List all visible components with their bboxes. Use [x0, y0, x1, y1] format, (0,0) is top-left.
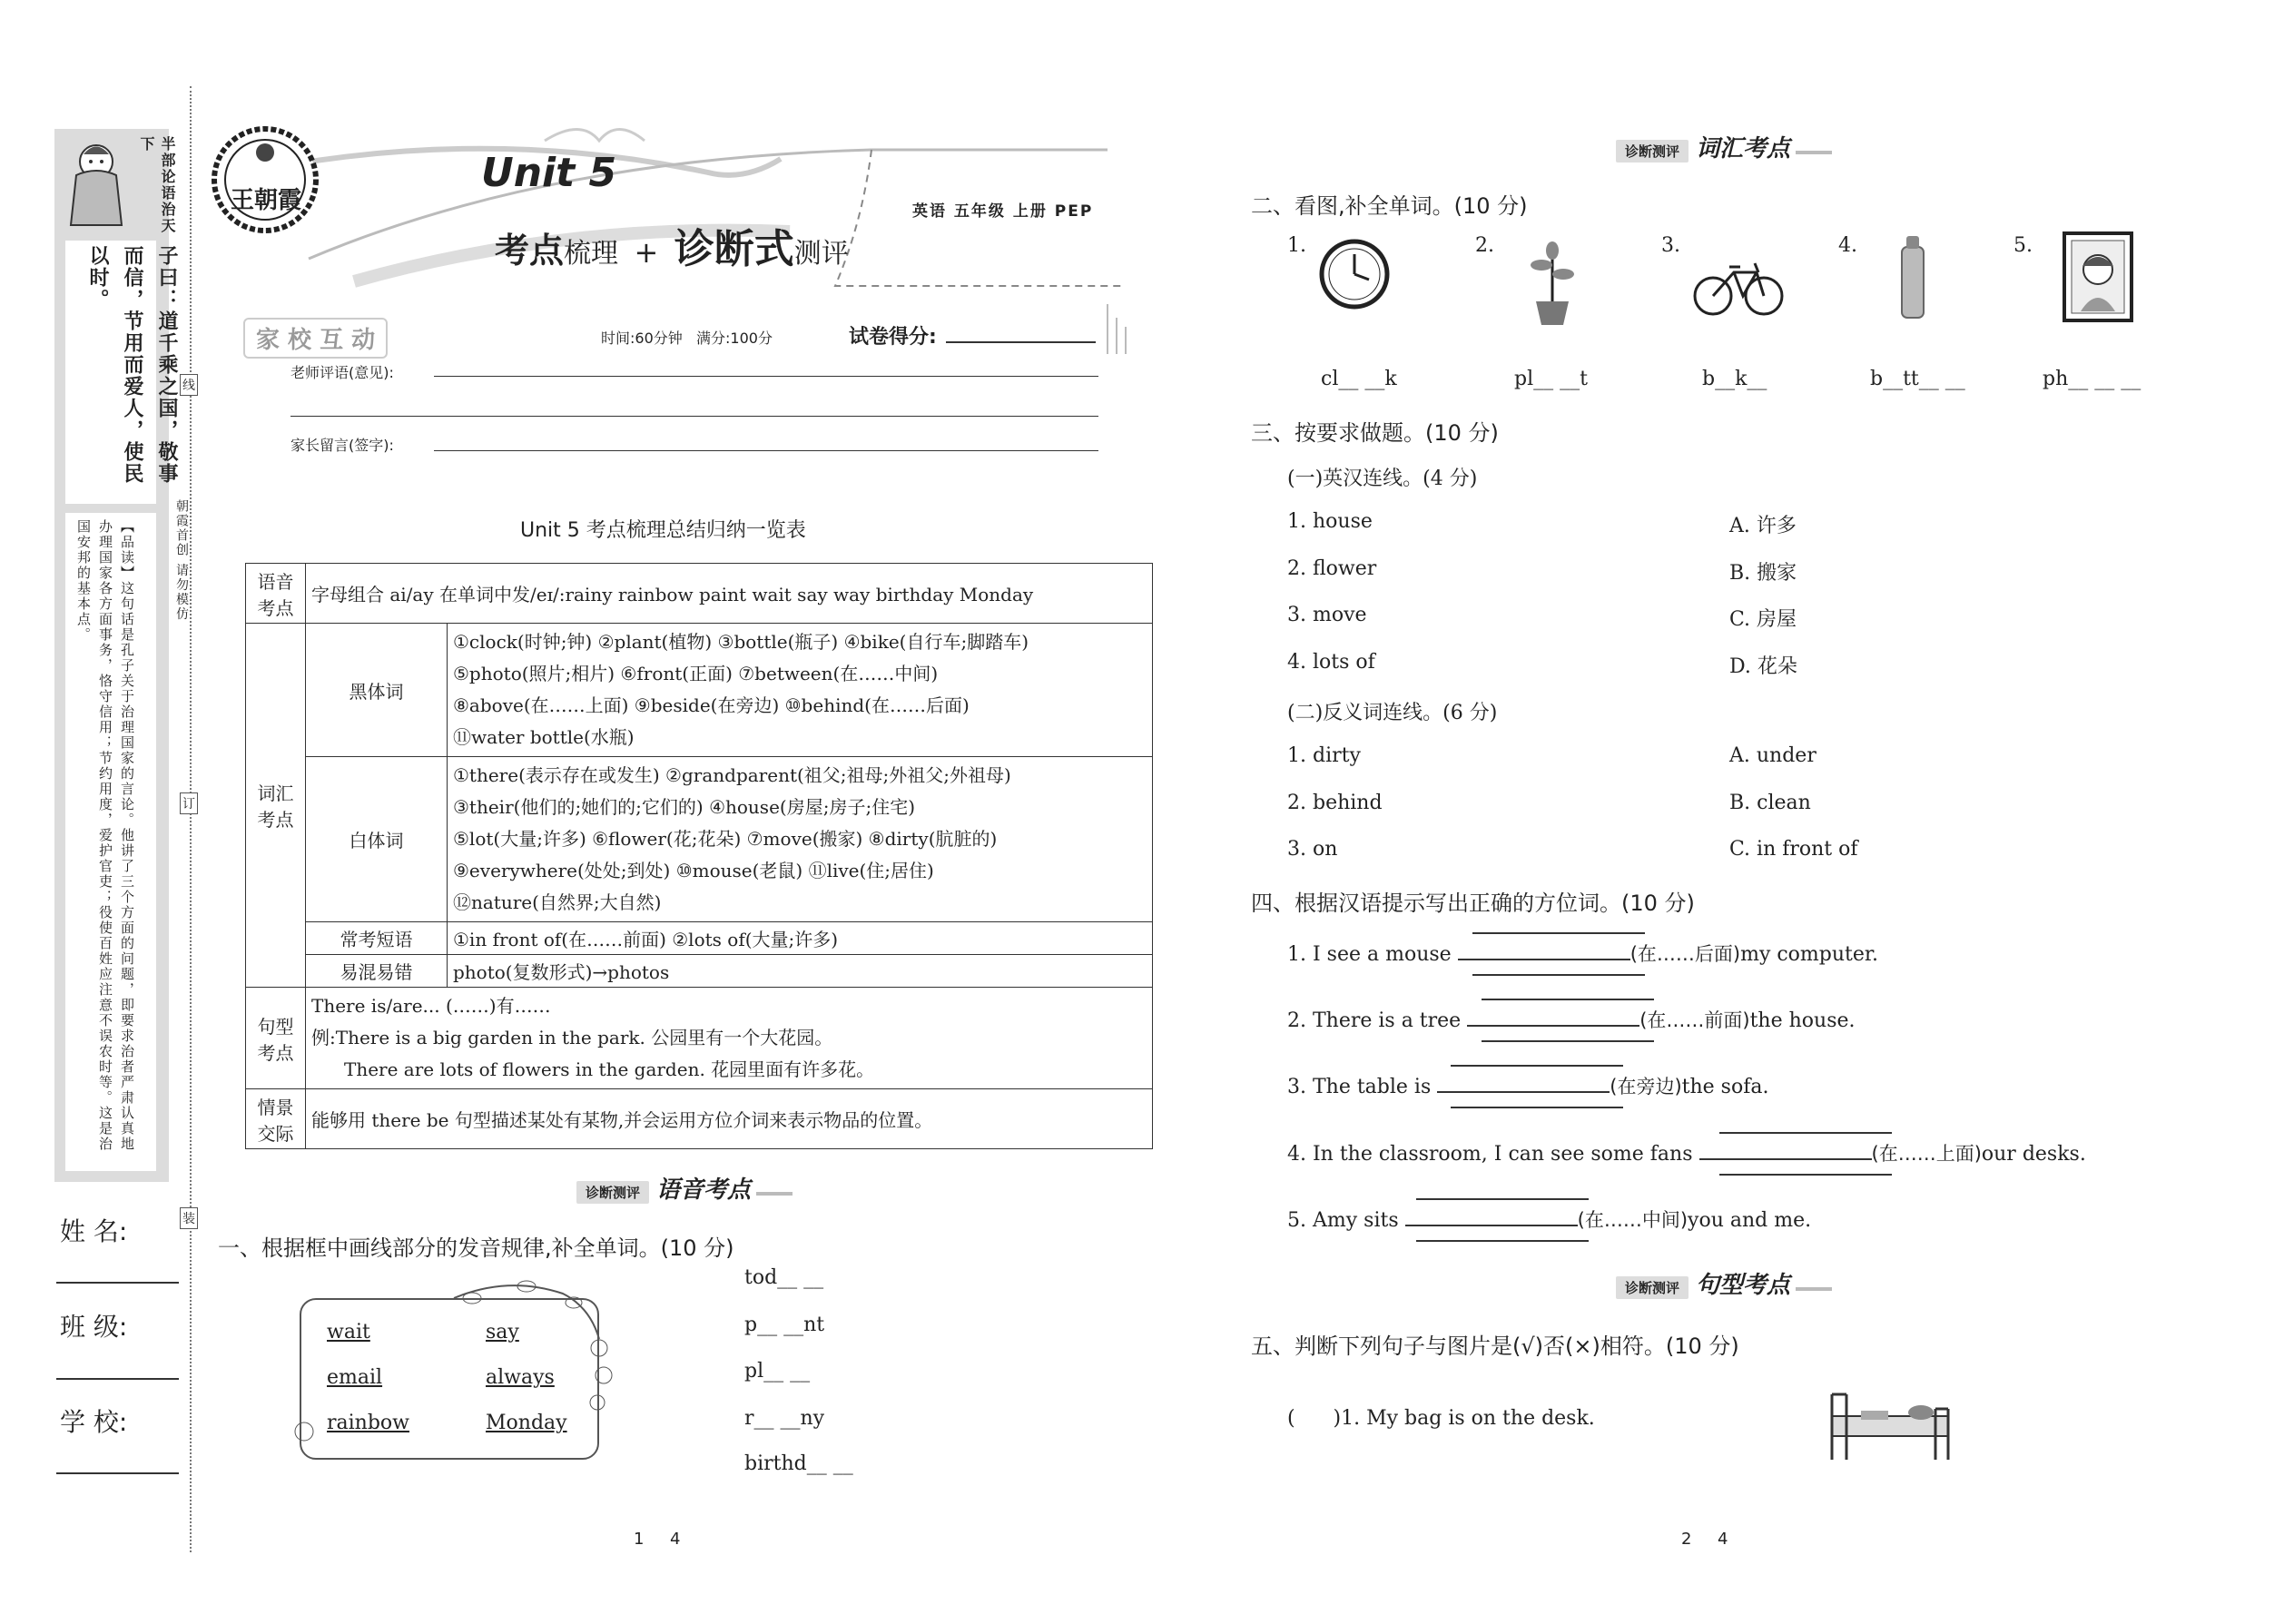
q2-word-1[interactable]: cl__ __k — [1321, 368, 1397, 390]
q2-num-2: 2. — [1475, 234, 1494, 257]
q2-word-3[interactable]: b__k__ — [1702, 368, 1767, 390]
cut-label-3: 装 — [180, 1207, 198, 1229]
q3-part1-title: (一)英汉连线。(4 分) — [1287, 468, 1478, 490]
confucius-figure — [58, 134, 140, 234]
q3-p2-left-2[interactable]: 2. behind — [1287, 792, 1383, 814]
q3-part2-title: (二)反义词连线。(6 分) — [1287, 702, 1498, 724]
scene-head: 情景交际 — [246, 1089, 306, 1149]
q4-item-3: 3. The table is (在旁边)the sofa. — [1287, 1076, 1769, 1098]
q3-p2-left-1[interactable]: 1. dirty — [1287, 744, 1361, 767]
score-label: 试卷得分: — [849, 326, 937, 349]
q3-title: 三、按要求做题。(10 分) — [1251, 420, 1499, 446]
q1-box-word-4: always — [486, 1366, 555, 1389]
q5-item-1[interactable]: ( )1. My bag is on the desk. — [1287, 1407, 1595, 1430]
sentence-head: 句型考点 — [246, 988, 306, 1089]
q2-word-5[interactable]: ph__ __ __ — [2043, 368, 2141, 390]
q1-box-word-3: email — [327, 1366, 383, 1389]
summary-title: Unit 5 考点梳理总结归纳一览表 — [520, 519, 806, 542]
logo-text: 王朝霞 — [231, 187, 302, 214]
q3-p2-right-3[interactable]: C. in front of — [1729, 838, 1858, 861]
header-meta: 英语 五年级 上册 PEP — [912, 202, 1094, 221]
cut-label-2: 订 — [180, 792, 198, 814]
q3-right-1[interactable]: A. 许多 — [1729, 515, 1797, 537]
page-number-right: 2 4 — [1681, 1530, 1728, 1549]
phrases: ①in front of(在……前面) ②lots of(大量;许多) — [448, 922, 1153, 955]
name-field[interactable] — [56, 1282, 179, 1284]
q1-item-2[interactable]: p__ __nt — [744, 1314, 825, 1336]
q1-box-word-6: Monday — [486, 1412, 567, 1434]
confuse-content: photo(复数形式)→photos — [448, 955, 1153, 988]
bold-words-head: 黑体词 — [306, 624, 448, 757]
q4-item-4: 4. In the classroom, I can see some fans (在……上面)our desks. — [1287, 1143, 2086, 1166]
q1-box-word-1: wait — [327, 1321, 370, 1343]
parent-message-label: 家长留言(签字): — [290, 437, 394, 454]
q4-title: 四、根据汉语提示写出正确的方位词。(10 分) — [1251, 891, 1695, 916]
parent-message-field[interactable] — [434, 450, 1098, 451]
q5-title: 五、判断下列句子与图片是(√)否(×)相符。(10 分) — [1251, 1334, 1739, 1359]
q4-blank-1[interactable] — [1458, 959, 1630, 960]
photo-icon — [2063, 231, 2133, 322]
q2-num-3: 3. — [1661, 234, 1680, 257]
q3-left-1[interactable]: 1. house — [1287, 510, 1373, 533]
phonics-content: 字母组合 ai/ay 在单词中发/eɪ/:rainy rainbow paint wait say way birthday Monday — [306, 564, 1153, 624]
school-label: 学 校: — [60, 1407, 128, 1437]
white-words: ①there(表示存在或发生) ②grandparent(祖父;祖母;外祖父;外祖母) ③their(他们的;她们的;它们的) ④house(房屋;房子;住宅) ⑤lot(大量;许多) ⑥flower(花;花朵) ⑦move(搬家) ⑧dirty(肮脏的) ⑨everywhere(处处;到处) ⑩mouse(老鼠) ⑪live(住;居住) ⑫nature(自然界;大自然) — [448, 757, 1153, 922]
q3-left-2[interactable]: 2. flower — [1287, 557, 1377, 580]
sentence-content: There is/are... (……)有…… 例:There is a big garden in the park. 公园里有一个大花园。 There are lots of flowers in the garden. 花园里面有许多花。 — [306, 988, 1153, 1089]
bold-words: ①clock(时钟;钟) ②plant(植物) ③bottle(瓶子) ④bike(自行车;脚踏车) ⑤photo(照片;相片) ⑥front(正面) ⑦between(在……中间) ⑧above(在……上面) ⑨beside(在旁边) ⑩behind(在……后面) ⑪water bottle(水瓶) — [448, 624, 1153, 757]
plant-icon — [1525, 238, 1580, 329]
q3-p2-left-3[interactable]: 3. on — [1287, 838, 1338, 861]
q2-title: 二、看图,补全单词。(10 分) — [1251, 193, 1528, 219]
bottle-icon — [1899, 234, 1926, 320]
confuse-head: 易混易错 — [306, 955, 448, 988]
cut-line — [190, 86, 192, 1552]
clock-icon — [1318, 238, 1391, 310]
exam-time: 时间:60分钟 满分:100分 — [601, 330, 773, 347]
unit-title: Unit 5 — [481, 150, 617, 196]
phonics-head: 语音考点 — [246, 564, 306, 624]
q1-title: 一、根据框中画线部分的发音规律,补全单词。(10 分) — [218, 1235, 734, 1261]
q4-item-5: 5. Amy sits (在……中间)you and me. — [1287, 1209, 1812, 1232]
q3-right-3[interactable]: C. 房屋 — [1729, 608, 1797, 631]
header-subtitle: 考点梳理 + 诊断式测评 — [495, 226, 849, 272]
score-field[interactable] — [946, 341, 1096, 343]
q3-p2-right-2[interactable]: B. clean — [1729, 792, 1811, 814]
q3-left-4[interactable]: 4. lots of — [1287, 651, 1375, 674]
q1-box-word-2: say — [486, 1321, 519, 1343]
strip-top-text: 半部论语治天下 — [138, 136, 176, 234]
q4-item-2: 2. There is a tree (在……前面)the house. — [1287, 1009, 1856, 1032]
name-label: 姓 名: — [60, 1216, 128, 1246]
strip-reading: 【品读】这句话是孔子关于治理国家的言论。他讲了三个方面的问题，即要求治者严肃认真地办理国家各方面事务，恪守信用；节约用度，爱护官吏；役使百姓应注意不误农时等。这是治国安邦的基本点。 — [75, 519, 135, 1152]
strip-quote: 子曰：道千乘之国，敬事而信，节用而爱人，使民以时。 — [86, 245, 178, 485]
class-field[interactable] — [56, 1378, 179, 1380]
q2-num-1: 1. — [1287, 234, 1306, 257]
q2-num-4: 4. — [1838, 234, 1857, 257]
q1-item-4[interactable]: r__ __ny — [744, 1407, 825, 1430]
bike-icon — [1693, 254, 1784, 318]
bed-icon — [1825, 1389, 1956, 1462]
teacher-comment-field[interactable] — [434, 376, 1098, 377]
scene-content: 能够用 there be 句型描述某处有某物,并会运用方位介词来表示物品的位置。 — [306, 1089, 1153, 1149]
cut-label-1: 线 — [180, 374, 198, 396]
q1-item-3[interactable]: pl__ __ — [744, 1360, 811, 1383]
phrase-head: 常考短语 — [306, 922, 448, 955]
q2-num-5: 5. — [2013, 234, 2033, 257]
home-school-label: 家 校 互 动 — [243, 318, 388, 359]
teacher-comment-label: 老师评语(意见): — [290, 364, 394, 381]
summary-table — [245, 563, 1153, 1149]
q1-item-1[interactable]: tod__ __ — [744, 1266, 824, 1289]
vocab-head: 词汇考点 — [246, 624, 306, 988]
class-label: 班 级: — [60, 1312, 128, 1342]
q3-right-2[interactable]: B. 搬家 — [1729, 562, 1797, 585]
q4-blank-3[interactable] — [1437, 1091, 1610, 1093]
teacher-comment-line2[interactable] — [290, 416, 1098, 417]
q1-box-word-5: rainbow — [327, 1412, 409, 1434]
phonics-section-tag: 诊断测评 语音考点 — [576, 1171, 793, 1205]
page-number-left: 1 4 — [634, 1530, 681, 1549]
q4-blank-2[interactable] — [1467, 1025, 1639, 1027]
q4-blank-5[interactable] — [1405, 1225, 1578, 1226]
q4-item-1: 1. I see a mouse (在……后面)my computer. — [1287, 943, 1878, 966]
vocab-section-tag: 诊断测评 词汇考点 — [1616, 130, 1832, 163]
school-field[interactable] — [56, 1472, 179, 1474]
q4-blank-4[interactable] — [1699, 1158, 1872, 1160]
q3-p2-right-1[interactable]: A. under — [1729, 744, 1816, 767]
q1-item-5[interactable]: birthd__ __ — [744, 1452, 853, 1475]
white-words-head: 白体词 — [306, 757, 448, 922]
q3-right-4[interactable]: D. 花朵 — [1729, 655, 1797, 678]
q3-left-3[interactable]: 3. move — [1287, 604, 1367, 626]
logo — [211, 125, 320, 234]
q2-word-4[interactable]: b__tt__ __ — [1870, 368, 1965, 390]
sentence-section-tag: 诊断测评 句型考点 — [1616, 1266, 1832, 1300]
q2-word-2[interactable]: pl__ __t — [1514, 368, 1588, 390]
cut-side-text: 朝霞首创 请勿模仿 — [174, 499, 189, 622]
